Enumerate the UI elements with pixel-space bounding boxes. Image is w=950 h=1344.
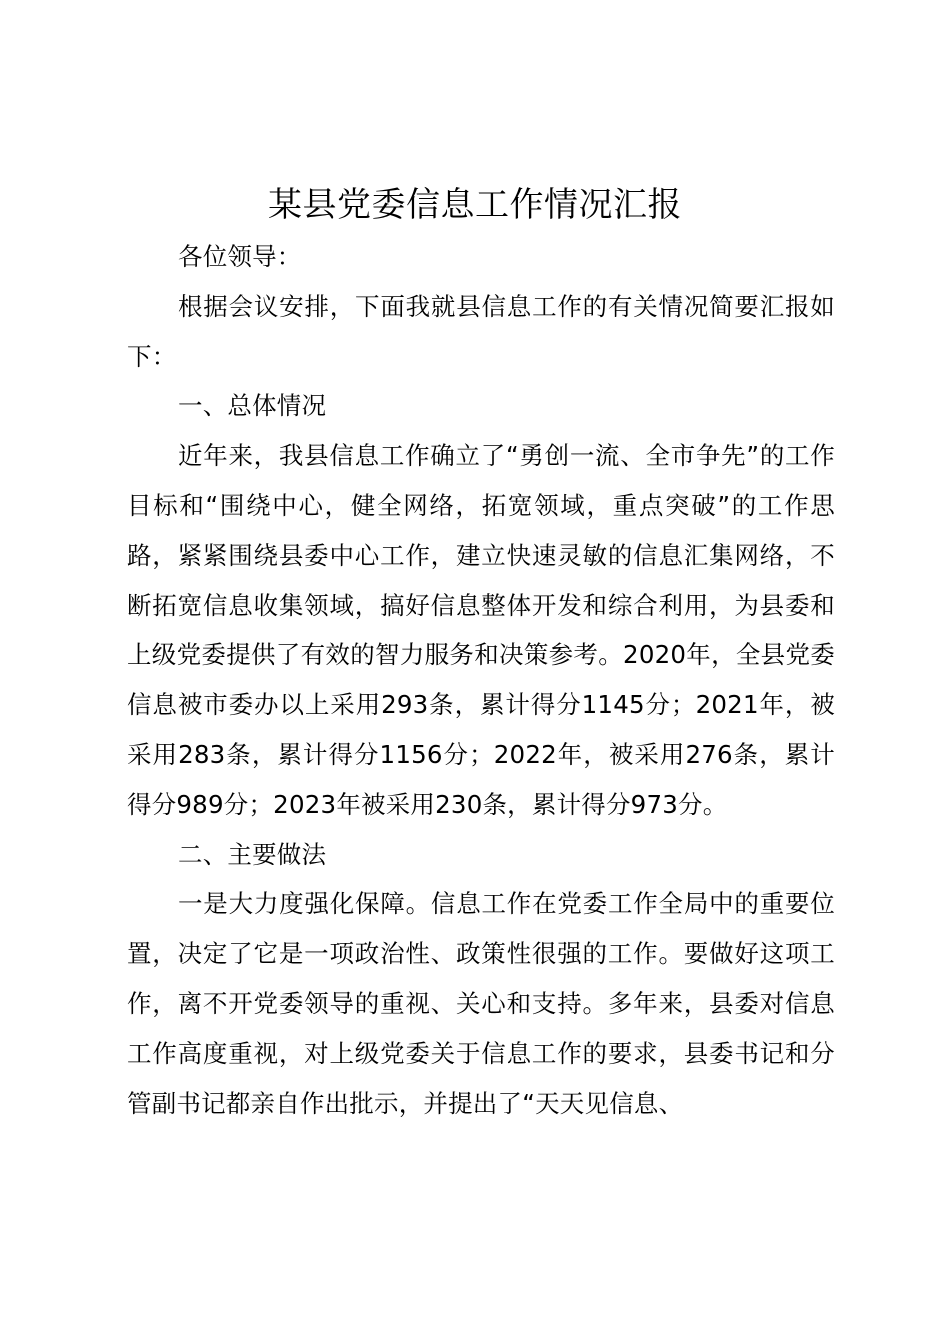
salutation: 各位领导： <box>178 242 302 271</box>
intro-paragraph: 根据会议安排，下面我就县信息工作的有关情况简要汇报如下： <box>127 291 835 371</box>
document-body <box>127 232 835 1128</box>
section-heading-overview: 一、总体情况 <box>178 391 327 421</box>
overview-paragraph: 近年来，我县信息工作确立了“勇创一流、全市争先”的工作目标和“围绕中心，健全网络，拓宽领域，重点突破”的工作思路，紧紧围绕县委中心工作，建立快速灵敏的信息汇集网络，不断拓宽信息收集领域，搞好信息整体开发和综合利用，为县委和上级党委提供了有效的智力服务和决策参考。2020年，全县党委信息被市委办以上采用293条，累计得分1145分；2021年，被采用283条，累计得分1156分；2022年，被采用276条，累计得分989分；2023年被采用230条，累计得分973分。 <box>127 441 835 819</box>
practices-paragraph: 一是大力度强化保障。信息工作在党委工作全局中的重要位置，决定了它是一项政治性、政策性很强的工作。要做好这项工作，离不开党委领导的重视、关心和支持。多年来，县委对信息工作高度重视，对上级党委关于信息工作的要求，县委书记和分管副书记都亲自作出批示，并提出了“天天见信息、 <box>127 889 835 1118</box>
document-title: 某县党委信息工作情况汇报 <box>268 185 682 225</box>
section-heading-practices: 二、主要做法 <box>178 839 327 869</box>
